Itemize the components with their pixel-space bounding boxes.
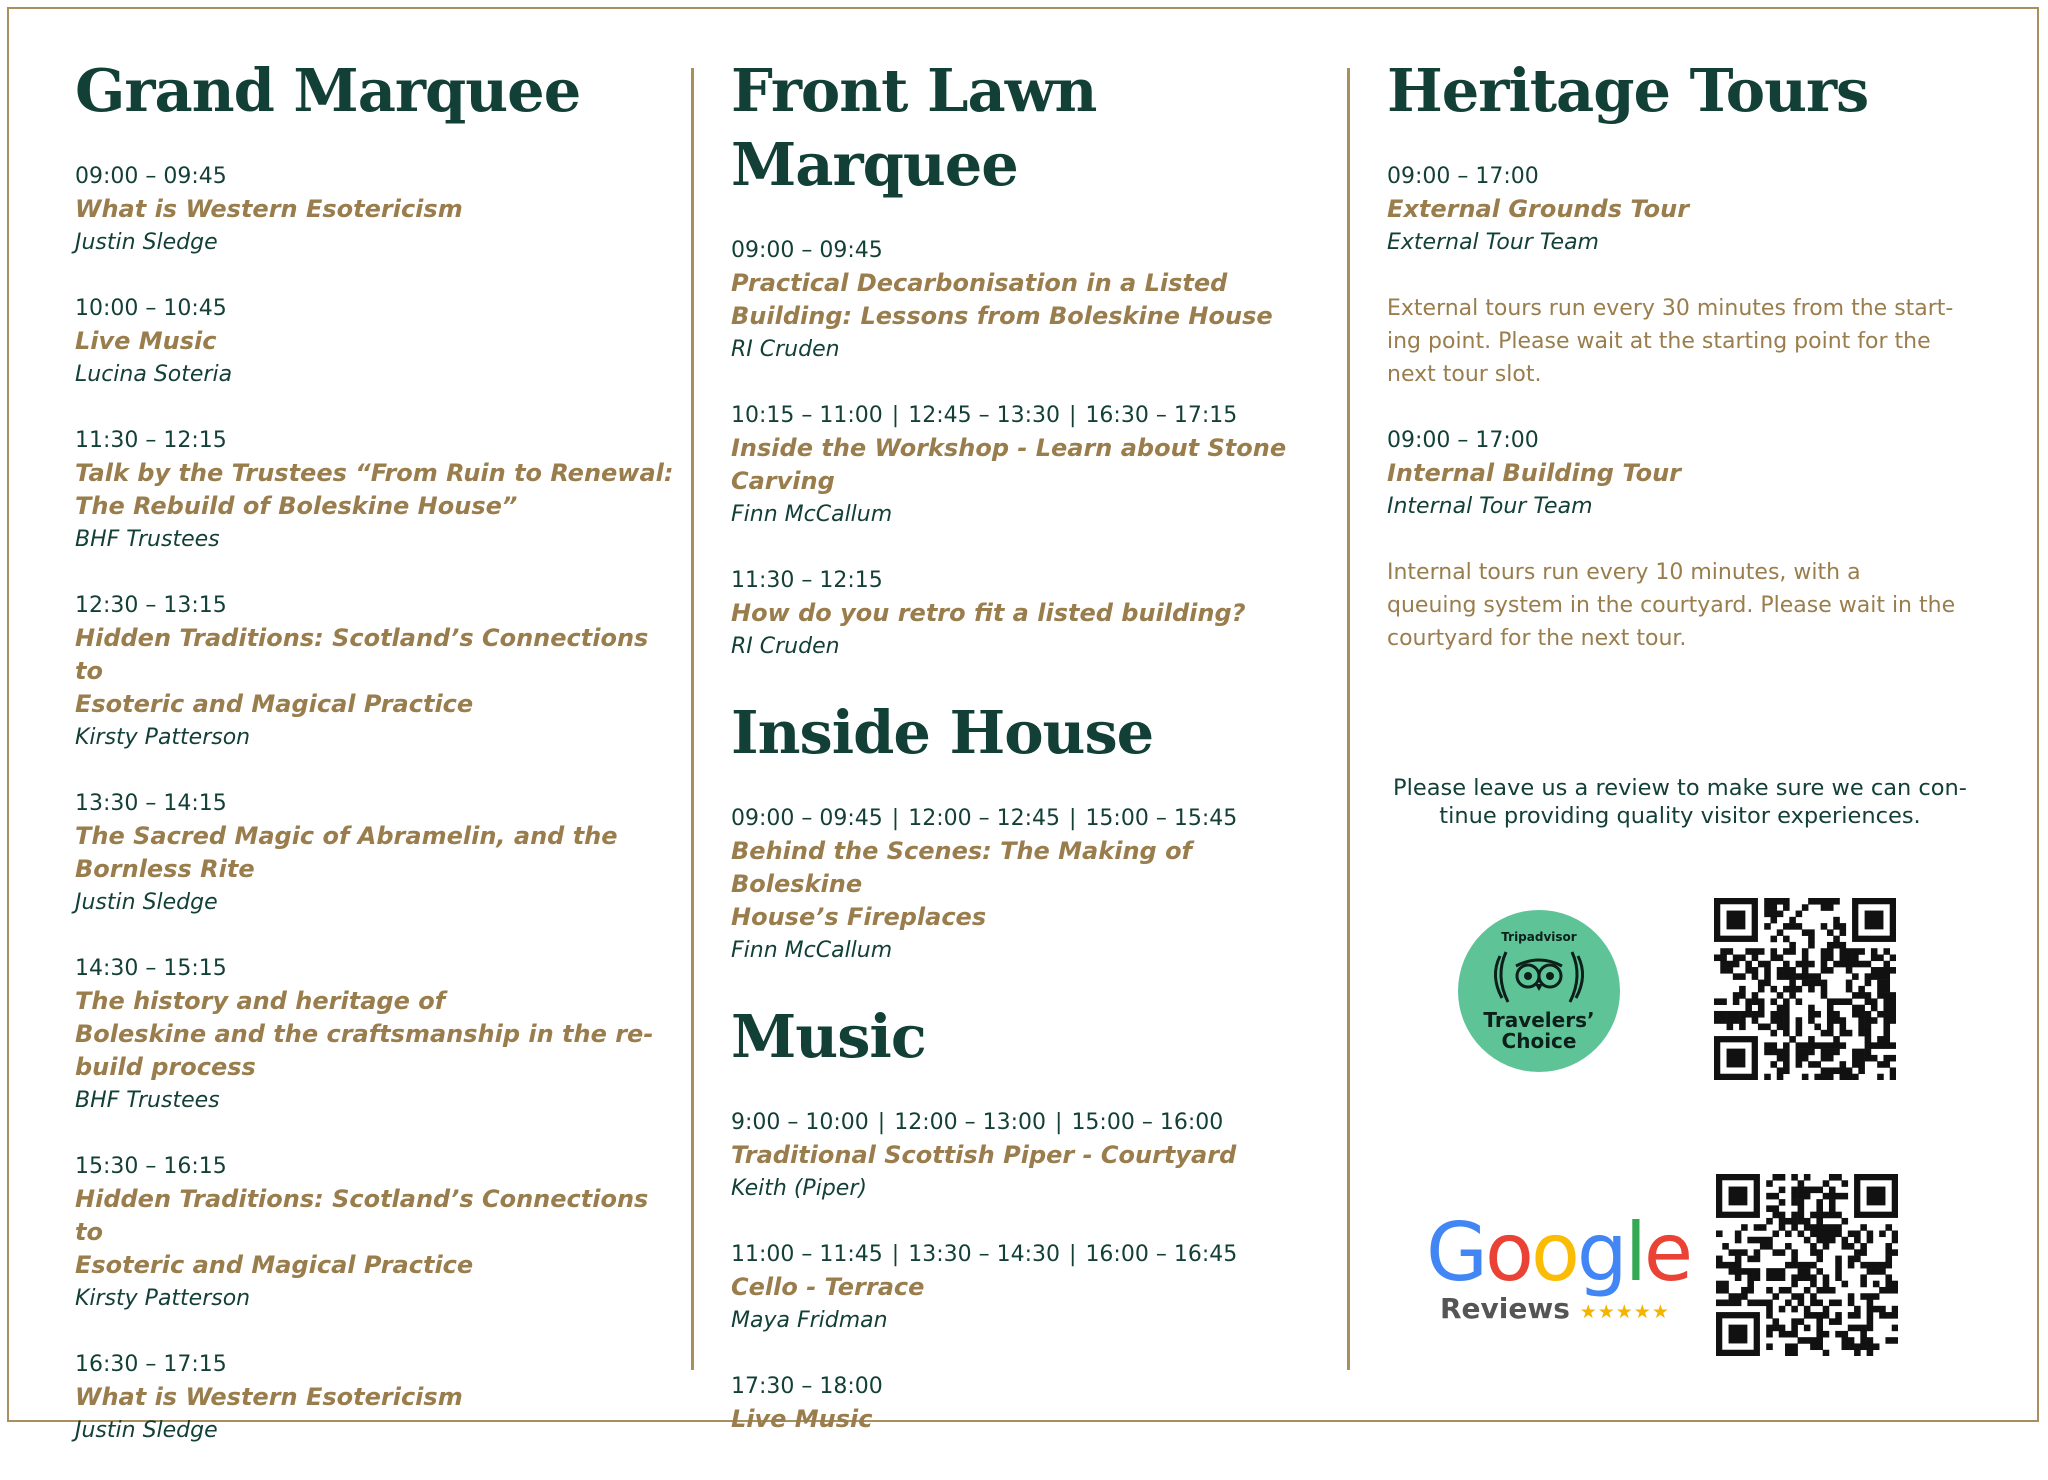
event-title: [75, 457, 675, 523]
event-speaker: Justin Sledge: [75, 230, 218, 255]
schedule-event: [731, 399, 1331, 531]
time-slot: 09:00 – 09:45: [731, 806, 883, 831]
event-time: [75, 1150, 675, 1183]
event-title-line: Traditional Scottish Piper - Courtyard: [731, 1141, 1237, 1169]
time-slot: 10:15 – 11:00: [731, 403, 883, 428]
event-title: [731, 432, 1331, 498]
event-title: [731, 267, 1331, 333]
schedule-event: [731, 234, 1331, 366]
column-3: [1387, 54, 1997, 688]
event-title-line: The Sacred Magic of Abramelin, and the: [75, 822, 618, 850]
time-slot: 11:30 – 12:15: [731, 568, 883, 593]
event-title-line: Hidden Traditions: Scotland’s Connections to: [75, 624, 649, 685]
time-slot: 12:00 – 12:45: [908, 806, 1061, 831]
column-divider-2: [1347, 68, 1350, 1370]
schedule-event: [75, 424, 675, 556]
event-title-line: Talk by the Trustees “From Ruin to Renewal:: [75, 459, 674, 487]
rating-stars-icon: ★★★★★: [1579, 1301, 1670, 1323]
event-title: [75, 622, 675, 721]
event-title: [75, 820, 675, 886]
event-title-line: How do you retro fit a listed building?: [731, 599, 1246, 627]
event-title-line: What is Western Esotericism: [75, 1383, 463, 1411]
schedule-event: [75, 1150, 675, 1315]
time-slot: 09:00 – 17:00: [1387, 428, 1539, 453]
event-title-line: build process: [75, 1053, 256, 1081]
event-title: [75, 985, 675, 1084]
schedule-event: [1387, 424, 1997, 523]
time-slot: 16:00 – 16:45: [1085, 1242, 1238, 1267]
schedule-event: [75, 952, 675, 1117]
time-slot: 15:30 – 16:15: [75, 1154, 227, 1179]
event-title-line: Building: Lessons from Boleskine House: [731, 302, 1273, 330]
time-slot: 12:30 – 13:15: [75, 593, 227, 618]
event-time: [75, 787, 675, 820]
time-slot: 13:30 – 14:15: [75, 791, 227, 816]
event-time: [731, 399, 1331, 432]
tour-note: [1387, 292, 1997, 391]
tour-note-line: Internal tours run every 10 minutes, with a: [1387, 560, 1861, 585]
event-time: [1387, 160, 1997, 193]
time-separator: |: [891, 806, 900, 831]
google-wordmark: [1426, 1206, 1691, 1299]
section-heading: Inside House: [731, 698, 1154, 767]
event-title-line: Live Music: [75, 327, 217, 355]
event-title-line: Hidden Traditions: Scotland’s Connections to: [75, 1185, 649, 1246]
event-title-line: Esoteric and Magical Practice: [75, 690, 474, 718]
time-slot: 09:00 – 17:00: [1387, 164, 1539, 189]
schedule-event: [75, 292, 675, 391]
event-time: [75, 292, 675, 325]
event-title-line: The history and heritage of: [75, 987, 446, 1015]
schedule-event: [75, 1348, 675, 1447]
column-2: [731, 54, 1331, 1469]
event-title-line: Live Music: [731, 1405, 873, 1433]
event-speaker: Maya Fridman: [731, 1308, 888, 1333]
time-slot: 15:00 – 15:45: [1085, 806, 1238, 831]
event-speaker: BHF Trustees: [75, 1088, 220, 1113]
tour-note-line: External tours run every 30 minutes from the start-: [1387, 296, 1954, 321]
event-speaker: Keith (Piper): [731, 1176, 867, 1201]
event-title-line: What is Western Esotericism: [75, 195, 463, 223]
event-title-line: Boleskine and the craftsmanship in the re-: [75, 1020, 654, 1048]
column-1: [75, 54, 675, 1480]
event-time: [1387, 424, 1997, 457]
time-slot: 17:30 – 18:00: [731, 1374, 883, 1399]
event-title-line: Bornless Rite: [75, 855, 255, 883]
award-line: Choice: [1501, 1029, 1577, 1053]
time-separator: |: [891, 403, 900, 428]
event-time: [731, 802, 1331, 835]
time-slot: 11:30 – 12:15: [75, 428, 227, 453]
event-time: [75, 1348, 675, 1381]
review-line: tinue providing quality visitor experiences.: [1439, 803, 1921, 829]
schedule-event: [731, 1238, 1331, 1337]
event-title: [1387, 457, 1997, 490]
time-separator: |: [1069, 806, 1077, 831]
section-heading: Front Lawn Marquee: [731, 56, 1097, 199]
google-letter: o: [1485, 1206, 1531, 1299]
time-separator: |: [1069, 1242, 1077, 1267]
time-slot: 15:00 – 16:00: [1071, 1110, 1224, 1135]
event-title-line: Internal Building Tour: [1387, 459, 1682, 487]
event-speaker: Internal Tour Team: [1387, 494, 1593, 519]
time-separator: |: [877, 1110, 886, 1135]
tripadvisor-badge[interactable]: [1458, 910, 1620, 1072]
google-letter: G: [1426, 1206, 1485, 1299]
time-slot: 09:00 – 09:45: [75, 164, 227, 189]
event-speaker: BHF Trustees: [75, 527, 220, 552]
event-time: [731, 1370, 1331, 1403]
time-slot: 16:30 – 17:15: [75, 1352, 227, 1377]
event-title-line: Practical Decarbonisation in a Listed: [731, 269, 1228, 297]
event-speaker: Finn McCallum: [731, 938, 893, 963]
event-speaker: External Tour Team: [1387, 230, 1599, 255]
google-reviews-logo[interactable]: [1426, 1206, 1691, 1325]
review-request: [1380, 774, 1980, 830]
time-slot: 12:00 – 13:00: [894, 1110, 1047, 1135]
time-slot: 10:00 – 10:45: [75, 296, 227, 321]
event-speaker: Justin Sledge: [75, 890, 218, 915]
event-title-line: The Rebuild of Boleskine House”: [75, 492, 518, 520]
event-title-line: Esoteric and Magical Practice: [75, 1251, 474, 1279]
event-time: [75, 589, 675, 622]
event-title-line: Carving: [731, 467, 835, 495]
tour-note: [1387, 556, 1997, 655]
event-speaker: Finn McCallum: [731, 502, 893, 527]
event-title: [75, 1381, 675, 1414]
event-title: [75, 325, 675, 358]
section-heading: Heritage Tours: [1387, 56, 1869, 125]
schedule-event: [1387, 160, 1997, 259]
event-speaker: RI Cruden: [731, 337, 840, 362]
award-line: Travelers’: [1483, 1008, 1595, 1032]
time-slot: 9:00 – 10:00: [731, 1110, 869, 1135]
tripadvisor-qr-code[interactable]: [1714, 898, 1896, 1080]
event-title-line: House’s Fireplaces: [731, 903, 987, 931]
event-speaker: Lucina Soteria: [75, 362, 233, 387]
travelers-choice-text: [1458, 1010, 1620, 1052]
section-heading: Music: [731, 1002, 926, 1071]
google-reviews-label: Reviews: [1440, 1292, 1570, 1325]
column-divider-1: [691, 68, 694, 1370]
tour-note-line: courtyard for the next tour.: [1387, 626, 1687, 651]
event-title-line: Cello - Terrace: [731, 1273, 925, 1301]
time-slot: 13:30 – 14:30: [908, 1242, 1061, 1267]
event-title-line: Inside the Workshop - Learn about Stone: [731, 434, 1287, 462]
schedule-event: [731, 802, 1331, 967]
event-title: [75, 1183, 675, 1282]
tour-note-line: next tour slot.: [1387, 362, 1542, 387]
google-letter: l: [1624, 1206, 1644, 1299]
time-separator: |: [1069, 403, 1077, 428]
event-title: [1387, 193, 1997, 226]
time-separator: |: [891, 1242, 900, 1267]
event-title: [731, 1139, 1331, 1172]
schedule-event: [75, 160, 675, 259]
section-heading: Grand Marquee: [75, 56, 581, 125]
event-speaker: Justin Sledge: [75, 1418, 218, 1443]
time-separator: |: [1055, 1110, 1063, 1135]
event-time: [75, 424, 675, 457]
time-slot: 09:00 – 09:45: [731, 238, 883, 263]
event-time: [75, 952, 675, 985]
tripadvisor-owl-icon: [1486, 946, 1592, 1008]
google-letter: g: [1576, 1206, 1625, 1299]
time-slot: 12:45 – 13:30: [908, 403, 1061, 428]
event-title-line: External Grounds Tour: [1387, 195, 1690, 223]
schedule-event: [731, 1106, 1331, 1205]
review-line: Please leave us a review to make sure we can con-: [1393, 775, 1967, 801]
tour-note-line: ing point. Please wait at the starting point for the: [1387, 329, 1931, 354]
event-title: [731, 597, 1331, 630]
event-time: [731, 1106, 1331, 1139]
schedule-event: [75, 787, 675, 919]
event-speaker: RI Cruden: [731, 634, 840, 659]
tripadvisor-brand: Tripadvisor: [1501, 930, 1577, 944]
event-title: [731, 1271, 1331, 1304]
event-speaker: Kirsty Patterson: [75, 1286, 251, 1311]
google-letter: o: [1530, 1206, 1577, 1299]
event-time: [731, 564, 1331, 597]
time-slot: 11:00 – 11:45: [731, 1242, 883, 1267]
event-time: [731, 1238, 1331, 1271]
time-slot: 14:30 – 15:15: [75, 956, 227, 981]
time-slot: 16:30 – 17:15: [1085, 403, 1238, 428]
event-title-line: Behind the Scenes: The Making of Boleskine: [731, 837, 1192, 898]
schedule-event: [75, 589, 675, 754]
event-title: [731, 1403, 1331, 1436]
tour-note-line: queuing system in the courtyard. Please wait in the: [1387, 593, 1956, 618]
event-speaker: Kirsty Patterson: [75, 725, 251, 750]
event-title: [731, 835, 1331, 934]
google-letter: e: [1643, 1206, 1691, 1299]
event-time: [75, 160, 675, 193]
google-qr-code[interactable]: [1716, 1174, 1898, 1356]
event-time: [731, 234, 1331, 267]
schedule-event: [731, 564, 1331, 663]
schedule-event: [731, 1370, 1331, 1436]
event-title: [75, 193, 675, 226]
